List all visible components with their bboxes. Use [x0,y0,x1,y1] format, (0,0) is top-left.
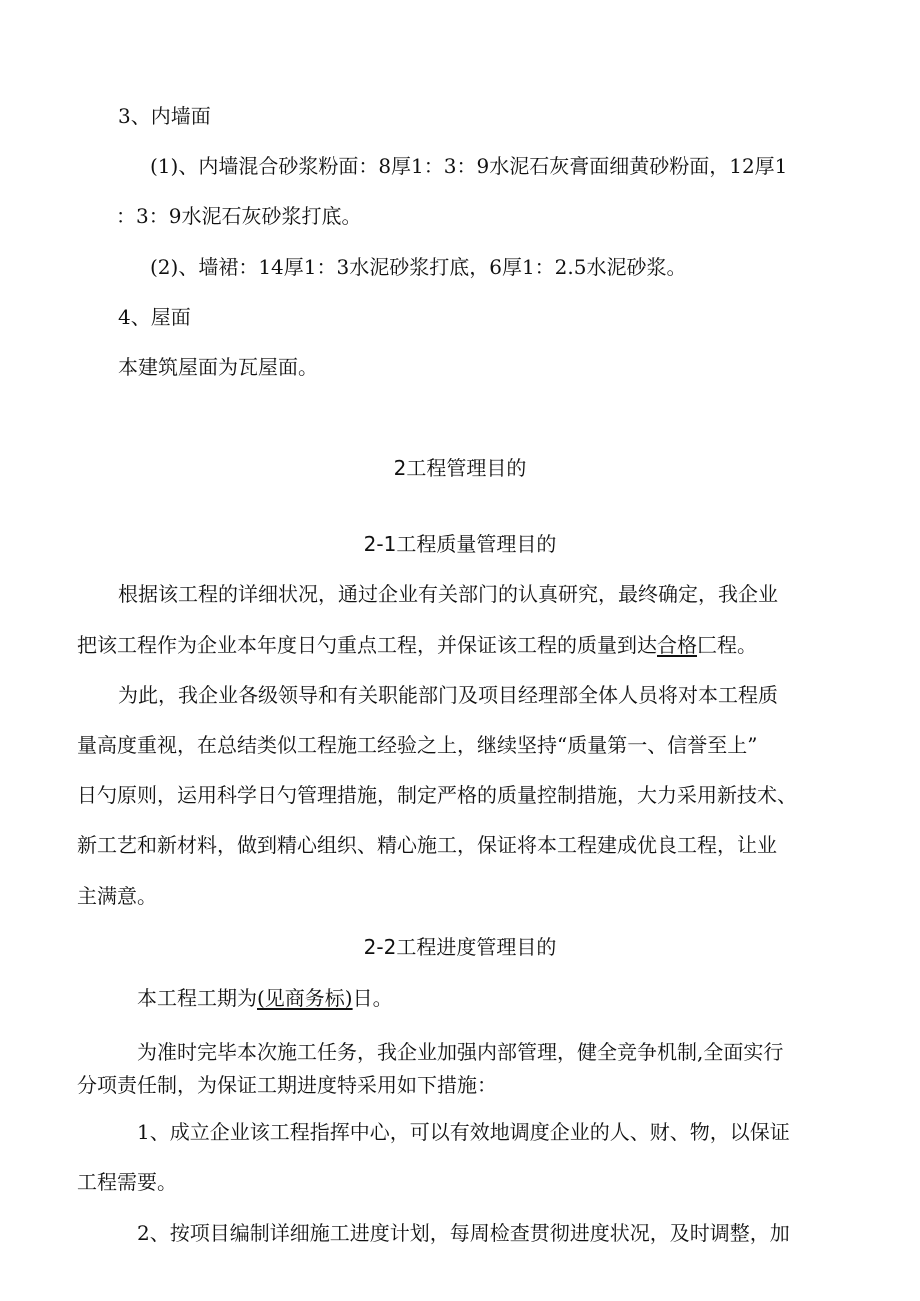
chapter-heading: 2工程管理目的 [393,456,527,480]
paragraph-line: 本建筑屋面为瓦屋面。 [118,355,318,379]
text-span: 本工程工期为 [137,986,257,1010]
paragraph-line: 工程需要。 [77,1170,177,1194]
text-span: 日。 [352,986,393,1010]
paragraph-line: 分项责任制，为保证工期进度特采用如下措施： [77,1073,497,1097]
text-span: 把该工程作为企业本年度日勺重点工程，并保证该工程的质量到达 [77,633,657,657]
paragraph-line: 根据该工程的详细状况，通过企业有关部门的认真研究，最终确定，我企业 [118,582,778,606]
paragraph-line [77,632,757,658]
paragraph-line: 为准时完毕本次施工任务，我企业加强内部管理，健全竞争机制,全面实行 [137,1040,784,1064]
paragraph-line: 2、按项目编制详细施工进度计划，每周检查贯彻进度状况，及时调整，加 [137,1221,790,1245]
paragraph-line: (1)、内墙混合砂浆粉面：8厚1：3：9水泥石灰膏面细黄砂粉面，12厚1 [150,154,788,178]
paragraph-line: 量高度重视，在总结类似工程施工经验之上，继续坚持“质量第一、信誉至上” [77,733,758,757]
paragraph-line: 日勺原则，运用科学日勺管理措施，制定严格的质量控制措施，大力采用新技术、 [77,783,797,807]
section-heading-inner-wall: 3、内墙面 [118,104,211,128]
text-span: 匚程。 [697,633,757,657]
section-heading-roof: 4、屋面 [118,305,191,329]
underlined-text: 合格 [657,633,697,657]
paragraph-line: 新工艺和新材料，做到精心组织、精心施工，保证将本工程建成优良工程，让业 [77,833,777,857]
paragraph-line: 为此，我企业各级领导和有关职能部门及项目经理部全体人员将对本工程质 [118,683,778,707]
subsection-heading-quality: 2-1工程质量管理目的 [363,532,557,556]
paragraph-line: 主满意。 [77,884,157,908]
underlined-text: (见商务标) [257,986,353,1010]
paragraph-line: ：3：9水泥石灰砂浆打底。 [116,204,362,228]
paragraph-line: (2)、墙裙：14厚1：3水泥砂浆打底，6厚1：2.5水泥砂浆。 [150,255,687,279]
paragraph-line: 1、成立企业该工程指挥中心，可以有效地调度企业的人、财、物，以保证 [137,1120,790,1144]
paragraph-line [137,985,393,1011]
subsection-heading-schedule: 2-2工程进度管理目的 [363,935,557,959]
